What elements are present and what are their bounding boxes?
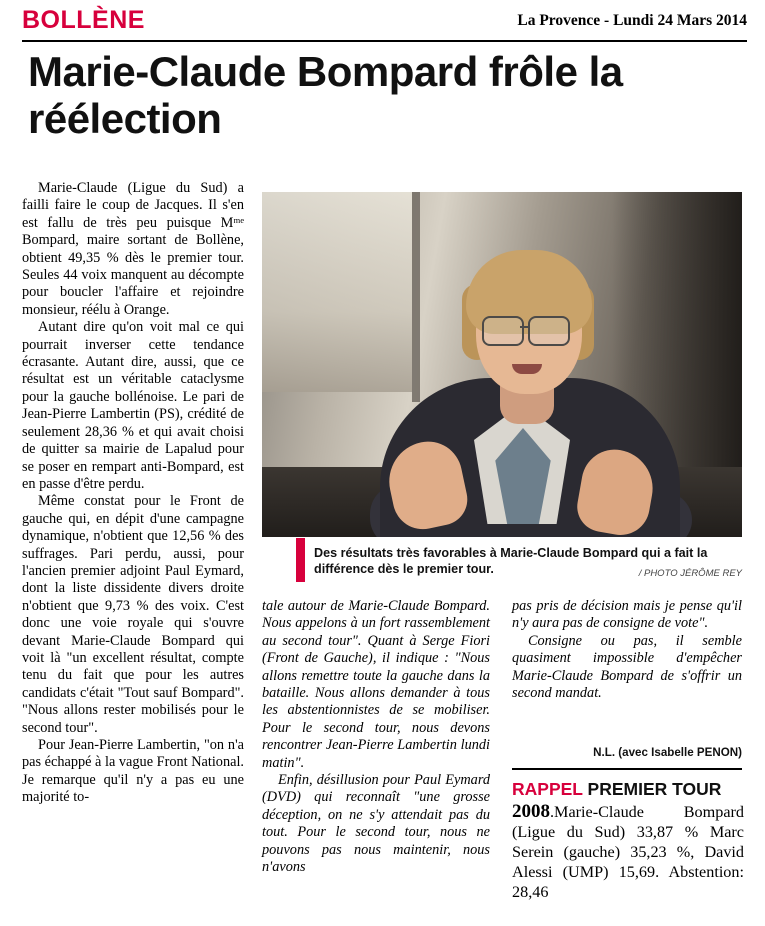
- photo-caption-block: [262, 546, 742, 582]
- paragraph: Enfin, désillusion pour Paul Eymard (DVD) qui reconnaît "une grosse déception, on ne s'y attendait pas du tout. Pour le second tour, nous ne pouvons pas nous maintenir, nous n'avons: [262, 772, 490, 876]
- paragraph: pas pris de décision mais je pense qu'il n'y aura pas de consigne de vote".: [512, 598, 742, 632]
- paragraph: Consigne ou pas, il semble quasiment impossible d'empêcher Marie-Claude Bompard de s'offrir un second mandat.: [512, 632, 742, 702]
- photo-window: [262, 192, 412, 392]
- rappel-label-black: PREMIER TOUR: [587, 779, 722, 799]
- rappel-body-text: .Marie-Claude Bompard (Ligue du Sud) 33,87 % Marc Serein (gauche) 35,23 %, David Alessi (UMP) 15,69. Abstention: 28,46: [512, 803, 744, 901]
- photo-caption: Des résultats très favorables à Marie-Claude Bompard qui a fait la différence dès le premier tour.: [314, 546, 708, 576]
- masthead-divider: [22, 40, 747, 42]
- rappel-heading: [512, 778, 744, 800]
- paragraph: tale autour de Marie-Claude Bompard. Nous appelons à un fort rassemblement au second tour". Quant à Serge Fiori (Front de Gauche), il indique : "Nous allons remettre toute la gauche dans la bataille. Nous allons demander à tous les abstentionnistes de se mobiliser. Pour le second tour, nous devons rencontrer Jean-Pierre Lambertin lundi matin".: [262, 598, 490, 771]
- photo-glasses-left: [482, 316, 524, 346]
- rappel-label-red: RAPPEL: [512, 779, 583, 799]
- rappel-box: [512, 778, 744, 902]
- photo-glasses-right: [528, 316, 570, 346]
- edition-line: La Provence - Lundi 24 Mars 2014: [517, 12, 747, 29]
- paragraph: Même constat pour le Front de gauche qui, en dépit d'une campagne dynamique, n'obtient que 12,56 % des suffrages. Pari perdu, aussi, pour l'ancien premier adjoint Paul Eymard, dont la liste dissidente divers droite n'obtient que 9,73 % des voix. C'est donc une voie royale qui s'ouvre devant Marie-Claude Bompard qui voit là "un excellent résultat, compte tenu du fait que pour les autres candidats c'était "Tout sauf Bompard". "Nous allons rester mobilisés pour le second tour".: [22, 493, 244, 736]
- rappel-text: [512, 802, 744, 902]
- marie-claude-bompard-photo: [262, 192, 742, 537]
- article-column-2: [262, 598, 490, 877]
- section-title: BOLLÈNE: [22, 6, 145, 34]
- byline-divider: [512, 768, 742, 770]
- paragraph: Autant dire qu'on voit mal ce qui pourrait inverser cette tendance écrasante. Autant dire, aussi, que ce résultat est un véritable cataclysme pour la gauche bollénoise. Le pari de Jean-Pierre Lambertin (PS), crédité de seulement 28,36 % et qui avait choisi de quitter sa mairie de Lapalud pour se poser en rempart anti-Bompard, est en passe d'être perdu.: [22, 319, 244, 492]
- caption-accent-bar: [296, 538, 305, 582]
- article-byline: N.L. (avec Isabelle PENON): [593, 746, 742, 759]
- rappel-year: 2008: [512, 801, 550, 822]
- masthead: [22, 6, 747, 38]
- photo-credit: / PHOTO JÉRÔME REY: [638, 568, 742, 579]
- photo-glasses-bridge: [520, 326, 530, 328]
- photo-window-frame: [412, 192, 420, 402]
- paragraph: Marie-Claude (Ligue du Sud) a failli faire le coup de Jacques. Il s'en est fallu de très peu puisque Mᵐᵉ Bompard, maire sortant de Bollène, obtient 49,35 % dès le premier tour. Seules 44 voix manquent au décompte pour boucler l'affaire et rejoindre monsieur, réélu à Orange.: [22, 180, 244, 318]
- article-column-1: [22, 180, 244, 807]
- page-title: Marie-Claude Bompard frôle la réélection: [28, 48, 623, 142]
- paragraph: Pour Jean-Pierre Lambertin, "on n'a pas échappé à la vague Front National. Je remarque qu'il n'y a pas eu une majorité to-: [22, 737, 244, 806]
- photo-block: [262, 192, 742, 537]
- article-column-3: [512, 598, 742, 702]
